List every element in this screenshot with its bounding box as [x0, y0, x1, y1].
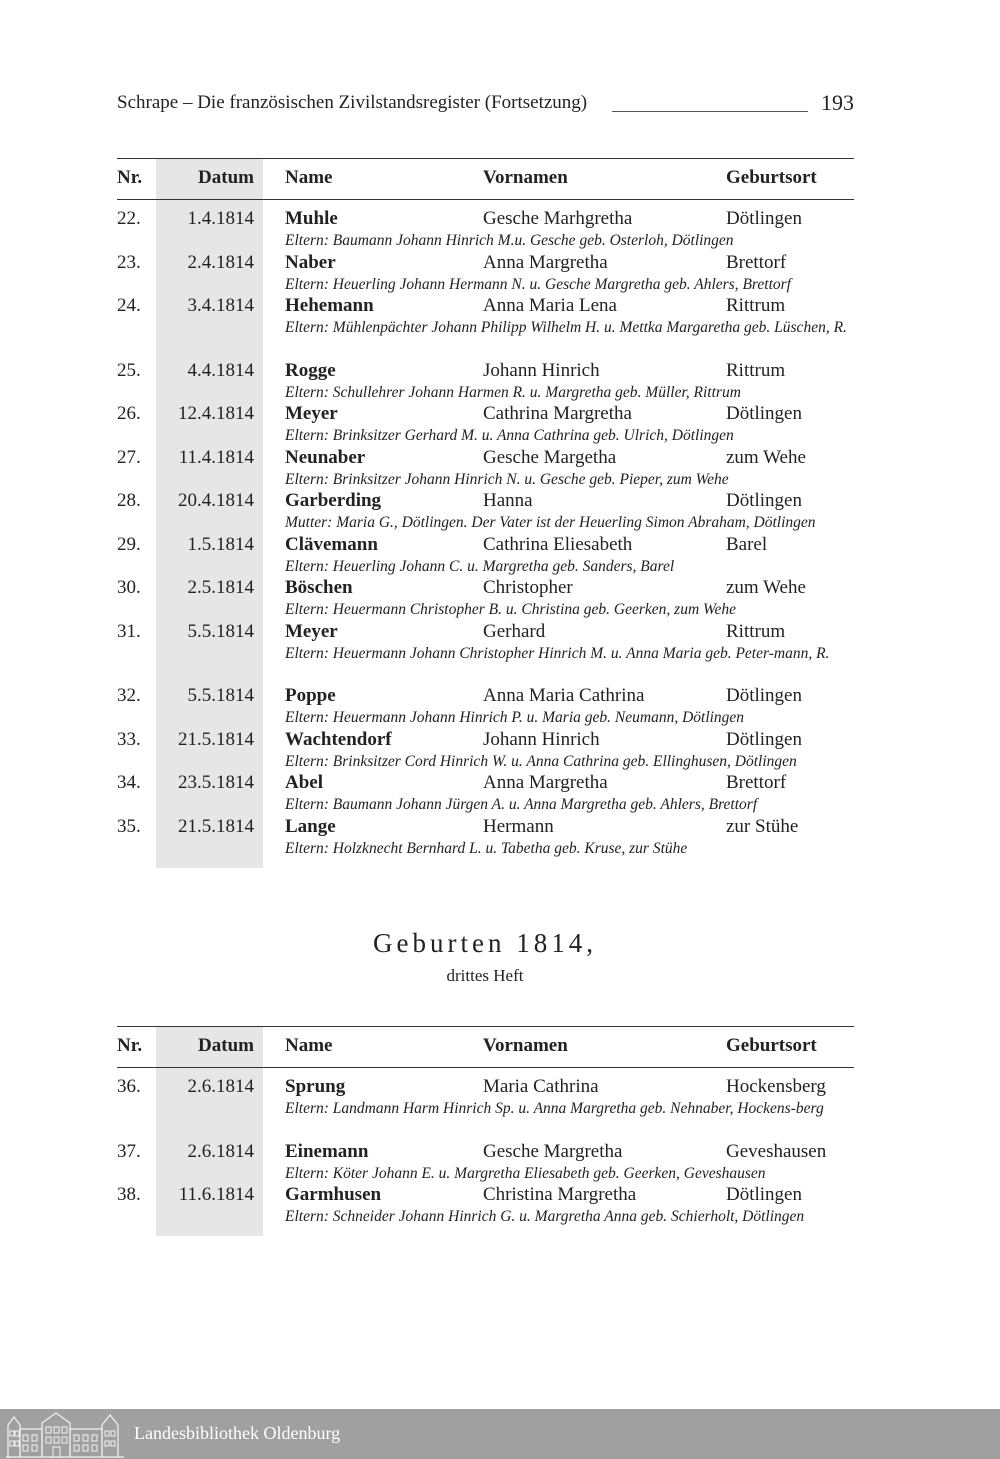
entry-number: 25.: [117, 359, 141, 381]
entry-birthplace: Dötlingen: [726, 490, 802, 511]
entry-date: 5.5.1814: [187, 620, 254, 642]
entry-birthplace: Rittrum: [726, 620, 786, 642]
entry-surname: Muhle: [285, 208, 338, 229]
entry-surname: Einemann: [285, 1140, 369, 1162]
page-number: 193: [821, 90, 854, 115]
entry-date: 12.4.1814: [178, 403, 254, 424]
entry-given-names: Anna Margretha: [483, 251, 608, 273]
entry-birthplace: Dötlingen: [726, 403, 802, 424]
entry-given-names: Gesche Margetha: [483, 446, 617, 468]
entry-given-names: Cathrina Margretha: [483, 403, 632, 424]
entry-date: 11.6.1814: [178, 1184, 254, 1205]
entry-parents: Eltern: Heuermann Johann Christopher Hinrich M. u. Anna Maria geb. Peter-mann, R.: [285, 644, 830, 662]
entry-date: 11.4.1814: [178, 446, 254, 468]
section-subtitle: drittes Heft: [446, 966, 524, 985]
entry-surname: Sprung: [285, 1076, 346, 1097]
entry-date: 5.5.1814: [187, 685, 254, 706]
entry-parents: Eltern: Holzknecht Bernhard L. u. Tabetha geb. Kruse, zur Stühe: [285, 839, 688, 857]
entry-parents: Eltern: Schneider Johann Hinrich G. u. Margretha Anna geb. Schierholt, Dötlingen: [285, 1208, 805, 1225]
entry-birthplace: zum Wehe: [726, 577, 806, 598]
entry-parents: Eltern: Brinksitzer Johann Hinrich N. u. Gesche geb. Pieper, zum Wehe: [285, 470, 729, 488]
entry-number: 30.: [117, 577, 141, 598]
entry-given-names: Anna Maria Lena: [483, 295, 617, 316]
entry-birthplace: Rittrum: [726, 359, 786, 381]
col-header-name: Name: [285, 167, 333, 188]
entry-number: 36.: [117, 1076, 141, 1097]
col-header-datum: Datum: [198, 167, 254, 188]
entry-parents: Eltern: Schullehrer Johann Harmen R. u. Margretha geb. Müller, Rittrum: [285, 383, 741, 401]
entry-surname: Poppe: [285, 685, 336, 706]
entry-date: 2.5.1814: [187, 577, 254, 598]
table-header: [117, 158, 854, 200]
library-building-icon: [6, 1411, 124, 1459]
entry-number: 29.: [117, 533, 141, 555]
entry-birthplace: Brettorf: [726, 251, 787, 273]
entry-date: 21.5.1814: [178, 815, 254, 837]
running-title: Schrape – Die französischen Zivilstandsregister (Fortsetzung): [117, 92, 588, 113]
entry-given-names: Gesche Margretha: [483, 1140, 623, 1162]
entry-parents: Mutter: Maria G., Dötlingen. Der Vater ist der Heuerling Simon Abraham, Dötlingen: [285, 514, 816, 531]
entry-given-names: Gesche Marhgretha: [483, 208, 633, 229]
entry-birthplace: Dötlingen: [726, 685, 802, 706]
entry-birthplace: zur Stühe: [726, 815, 799, 837]
library-footer-bar: [0, 1409, 1000, 1459]
entry-number: 35.: [117, 815, 141, 837]
entry-given-names: Christina Margretha: [483, 1184, 637, 1205]
entry-parents: Eltern: Brinksitzer Cord Hinrich W. u. Anna Cathrina geb. Ellinghusen, Dötlingen: [285, 752, 797, 770]
entry-given-names: Johann Hinrich: [483, 359, 600, 381]
entry-number: 33.: [117, 728, 141, 750]
entry-birthplace: Brettorf: [726, 772, 787, 793]
entry-given-names: Anna Maria Cathrina: [483, 685, 645, 706]
entry-given-names: Anna Margretha: [483, 772, 608, 793]
entry-surname: Hehemann: [285, 295, 374, 316]
entry-parents: Eltern: Heuerling Johann C. u. Margretha geb. Sanders, Barel: [285, 557, 675, 575]
entry-parents: Eltern: Heuermann Christopher B. u. Christina geb. Geerken, zum Wehe: [285, 601, 737, 618]
entry-number: 22.: [117, 208, 141, 229]
entry-parents: Eltern: Brinksitzer Gerhard M. u. Anna Cathrina geb. Ulrich, Dötlingen: [285, 427, 734, 444]
entry-surname: Meyer: [285, 620, 338, 642]
entry-number: 24.: [117, 295, 141, 316]
running-header: [117, 92, 854, 120]
entry-parents: Eltern: Heuerling Johann Hermann N. u. Gesche Margretha geb. Ahlers, Brettorf: [285, 275, 791, 293]
entry-date: 1.4.1814: [187, 208, 254, 229]
entry-number: 34.: [117, 772, 141, 793]
entry-surname: Wachtendorf: [285, 728, 392, 750]
entry-number: 28.: [117, 490, 141, 511]
entry-date: 2.6.1814: [187, 1076, 254, 1097]
entry-date: 4.4.1814: [187, 359, 254, 381]
entry-parents: Eltern: Baumann Johann Jürgen A. u. Anna Margretha geb. Ahlers, Brettorf: [285, 796, 758, 813]
entry-surname: Naber: [285, 251, 336, 273]
col-header-vornamen: Vornamen: [483, 1035, 568, 1056]
entry-number: 32.: [117, 685, 141, 706]
entry-birthplace: Rittrum: [726, 295, 786, 316]
entry-given-names: Cathrina Eliesabeth: [483, 533, 633, 555]
entry-given-names: Hermann: [483, 815, 554, 837]
entry-birthplace: Dötlingen: [726, 1184, 802, 1205]
entry-surname: Garberding: [285, 490, 382, 511]
entry-birthplace: zum Wehe: [726, 446, 806, 468]
entry-given-names: Gerhard: [483, 620, 546, 642]
col-header-name: Name: [285, 1035, 333, 1056]
entry-birthplace: Dötlingen: [726, 728, 802, 750]
col-header-geburtsort: Geburtsort: [726, 1035, 817, 1056]
entry-surname: Rogge: [285, 359, 336, 381]
entry-date: 2.6.1814: [187, 1140, 254, 1162]
entry-number: 38.: [117, 1184, 141, 1205]
entry-number: 37.: [117, 1140, 141, 1162]
entry-date: 20.4.1814: [178, 490, 254, 511]
entry-parents: Eltern: Baumann Johann Hinrich M.u. Gesche geb. Osterloh, Dötlingen: [285, 232, 734, 249]
col-header-nr: Nr.: [117, 167, 143, 188]
section-title: Geburten 1814,: [373, 928, 597, 958]
col-header-datum: Datum: [198, 1035, 254, 1056]
header-rule: [612, 111, 808, 112]
entry-given-names: Johann Hinrich: [483, 728, 600, 750]
entry-parents: Eltern: Heuermann Johann Hinrich P. u. Maria geb. Neumann, Dötlingen: [285, 709, 745, 726]
entry-birthplace: Geveshausen: [726, 1140, 827, 1162]
entry-surname: Garmhusen: [285, 1184, 382, 1205]
entry-given-names: Maria Cathrina: [483, 1076, 599, 1097]
entry-parents: Eltern: Mühlenpächter Johann Philipp Wilhelm H. u. Mettka Margaretha geb. Lüschen, R.: [285, 319, 847, 336]
col-header-geburtsort: Geburtsort: [726, 167, 817, 188]
table-header: [117, 1026, 854, 1068]
entry-surname: Neunaber: [285, 446, 366, 468]
entry-date: 1.5.1814: [187, 533, 254, 555]
entry-number: 23.: [117, 251, 141, 273]
entry-date: 23.5.1814: [178, 772, 254, 793]
entry-number: 26.: [117, 403, 141, 424]
births-table-2: [117, 1026, 854, 1236]
col-header-nr: Nr.: [117, 1035, 143, 1056]
entry-birthplace: Barel: [726, 533, 768, 555]
entry-birthplace: Dötlingen: [726, 208, 802, 229]
entry-surname: Böschen: [285, 577, 353, 598]
entry-given-names: Christopher: [483, 577, 573, 598]
entry-given-names: Hanna: [483, 490, 533, 511]
entry-surname: Lange: [285, 815, 336, 837]
entry-date: 2.4.1814: [187, 251, 254, 273]
entry-date: 21.5.1814: [178, 728, 254, 750]
entry-date: 3.4.1814: [187, 295, 254, 316]
col-header-vornamen: Vornamen: [483, 167, 568, 188]
births-table-1: [117, 158, 854, 868]
entry-birthplace: Hockensberg: [726, 1076, 826, 1097]
entry-surname: Meyer: [285, 403, 338, 424]
entry-parents: Eltern: Landmann Harm Hinrich Sp. u. Anna Margretha geb. Nehnaber, Hockens-berg: [285, 1100, 824, 1117]
entry-number: 31.: [117, 620, 141, 642]
entry-parents: Eltern: Köter Johann E. u. Margretha Eliesabeth geb. Geerken, Geveshausen: [285, 1164, 766, 1182]
library-name: Landesbibliothek Oldenburg: [134, 1423, 341, 1443]
entry-surname: Abel: [285, 772, 323, 793]
entry-number: 27.: [117, 446, 141, 468]
entry-surname: Clävemann: [285, 533, 378, 555]
